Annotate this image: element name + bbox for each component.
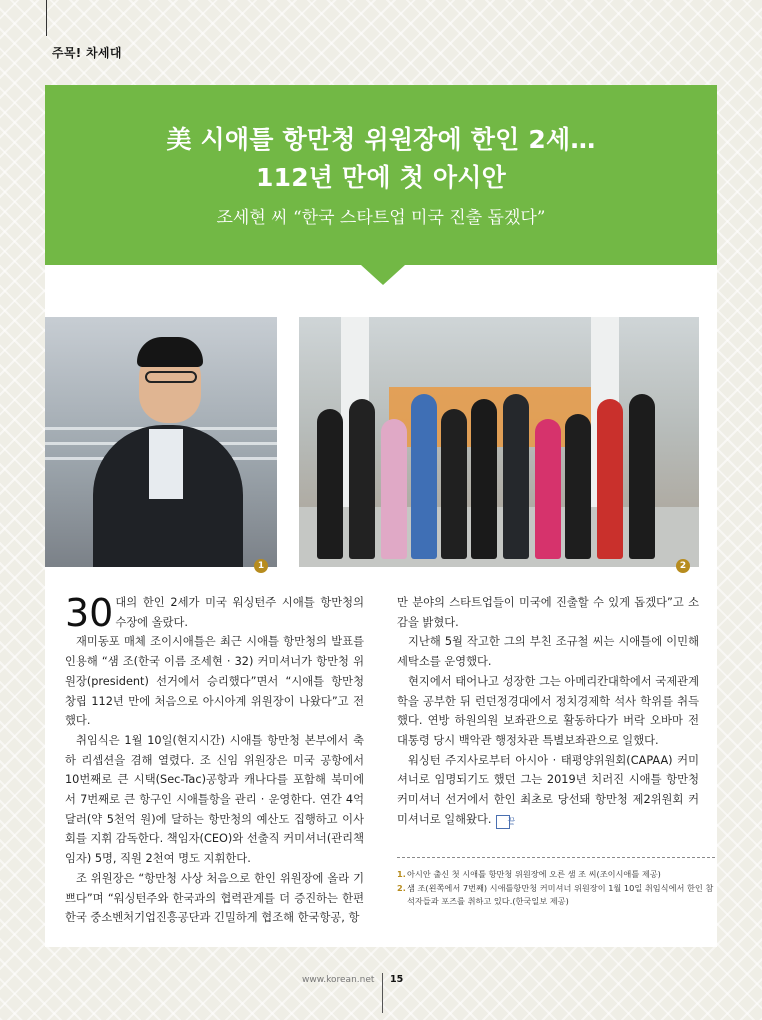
article-card — [45, 85, 717, 947]
group-person — [471, 399, 497, 559]
headline-line-2: 112년 만에 첫 아시안 — [256, 163, 506, 192]
portrait-photo — [45, 317, 277, 567]
photo-badge-2: 2 — [676, 559, 690, 573]
group-photo — [299, 317, 699, 567]
dropcap: 30 — [65, 591, 114, 635]
banner-pointer-icon — [361, 265, 405, 285]
person-glasses — [145, 371, 197, 383]
group-person — [565, 414, 591, 559]
person-shirt — [149, 429, 183, 499]
article-paragraph: 지난해 5월 작고한 그의 부친 조규철 씨는 시애틀에 이민해 세탁소를 운영했다. — [397, 635, 699, 669]
group-person — [597, 399, 623, 559]
headline-subtitle: 조세현 씨 “한국 스타트업 미국 진출 돕겠다” — [216, 208, 546, 228]
article-paragraph: 워싱턴 주지사로부터 아시아 · 태평양위원회(CAPAA) 커미셔너로 임명되기도 했던 그는 2019년 치러진 시애틀 항만청 커미셔너 선거에서 한인 최초로 당선돼 항만청 제2위원회 커미셔너로 일해왔다. 끝 — [397, 751, 699, 830]
article-paragraph: 조 위원장은 “항만청 사상 처음으로 한인 위원장에 올라 기쁘다”며 “워싱턴주와 한국과의 협력관계를 더 증진하는 한편 한국 중소벤처기업진흥공단과 긴밀하게 협조해 한국항공, 항 — [65, 871, 364, 925]
group-person — [441, 409, 467, 559]
headline — [45, 85, 717, 197]
group-person — [411, 394, 437, 559]
top-left-rule — [46, 0, 47, 36]
photo-badge-1: 1 — [254, 559, 268, 573]
section-label: 주목! 차세대 — [52, 46, 122, 60]
group-person — [629, 394, 655, 559]
page-number: 15 — [390, 974, 404, 985]
group-person — [381, 419, 407, 559]
article-paragraph: 현지에서 태어나고 성장한 그는 아메리칸대학에서 국제관계학을 공부한 뒤 런던정경대에서 정치경제학 석사 학위를 취득했다. 연방 하원의원 보좌관으로 활동하다가 버락 오바마 전 대통령 당시 백악관 행정차관 특별보좌관으로 일했다. — [397, 674, 699, 747]
headline-banner — [45, 85, 717, 265]
caption-item: 1. 아시안 출신 첫 시애틀 항만청 위원장에 오른 샘 조 씨(조이시애틀 제공) — [397, 869, 661, 879]
article-paragraph: 만 분야의 스타트업들이 미국에 진출할 수 있게 돕겠다”고 소감을 밝혔다. — [397, 596, 699, 629]
caption-item: 2. 샘 조(왼쪽에서 7번째) 시애틀항만청 커미셔너 위원장이 1월 10일 취임식에서 한인 참석자들과 포즈를 취하고 있다.(한국일보 제공) — [397, 883, 714, 906]
group-person — [317, 409, 343, 559]
caption-divider — [397, 857, 715, 858]
person-hair — [137, 337, 203, 367]
footer-url: www.korean.net — [302, 975, 375, 985]
footer-divider — [382, 973, 383, 1013]
group-person — [535, 419, 561, 559]
article-paragraph: 재미동포 매체 조이시애틀은 최근 시애틀 항만청의 발표를 인용해 “샘 조(한국 이름 조세현 · 32) 커미셔너가 항만청 위원장(president) 선거에서 승리했다”면서 “시애틀 항만청 창립 112년 만에 처음으로 아시아계 위원장이 나왔다”고 전했다. — [65, 635, 364, 728]
group-person — [503, 394, 529, 559]
article-left-column — [65, 593, 364, 928]
article-paragraph: 30 대의 한인 2세가 미국 워싱턴주 시애틀 항만청의 수장에 올랐다. — [65, 591, 364, 635]
article-paragraph: 취임식은 1월 10일(현지시간) 시애틀 항만청 본부에서 축하 리셉션을 겸해 열렸다. 조 신임 위원장은 미국 공항에서 10번째로 큰 시택(Sec-Tac)공항과 캐나다를 포함해 북미에서 7번째로 큰 항구인 시애틀항을 관리 · 운영한다. 연간 4억 달러(약 5천억 원)에 달하는 항만청의 예산도 집행하고 이사회를 지휘 감독한다. 책임자(CEO)와 선출직 커미셔너(관리책임자) 5명, 직원 2천여 명도 지휘한다. — [65, 733, 364, 866]
headline-line-1: 美 시애틀 항만청 위원장에 한인 2세… — [166, 125, 596, 154]
photo-captions — [397, 868, 715, 909]
end-mark-icon: 끝 — [496, 815, 510, 829]
article-right-column — [397, 593, 699, 829]
group-person — [349, 399, 375, 559]
